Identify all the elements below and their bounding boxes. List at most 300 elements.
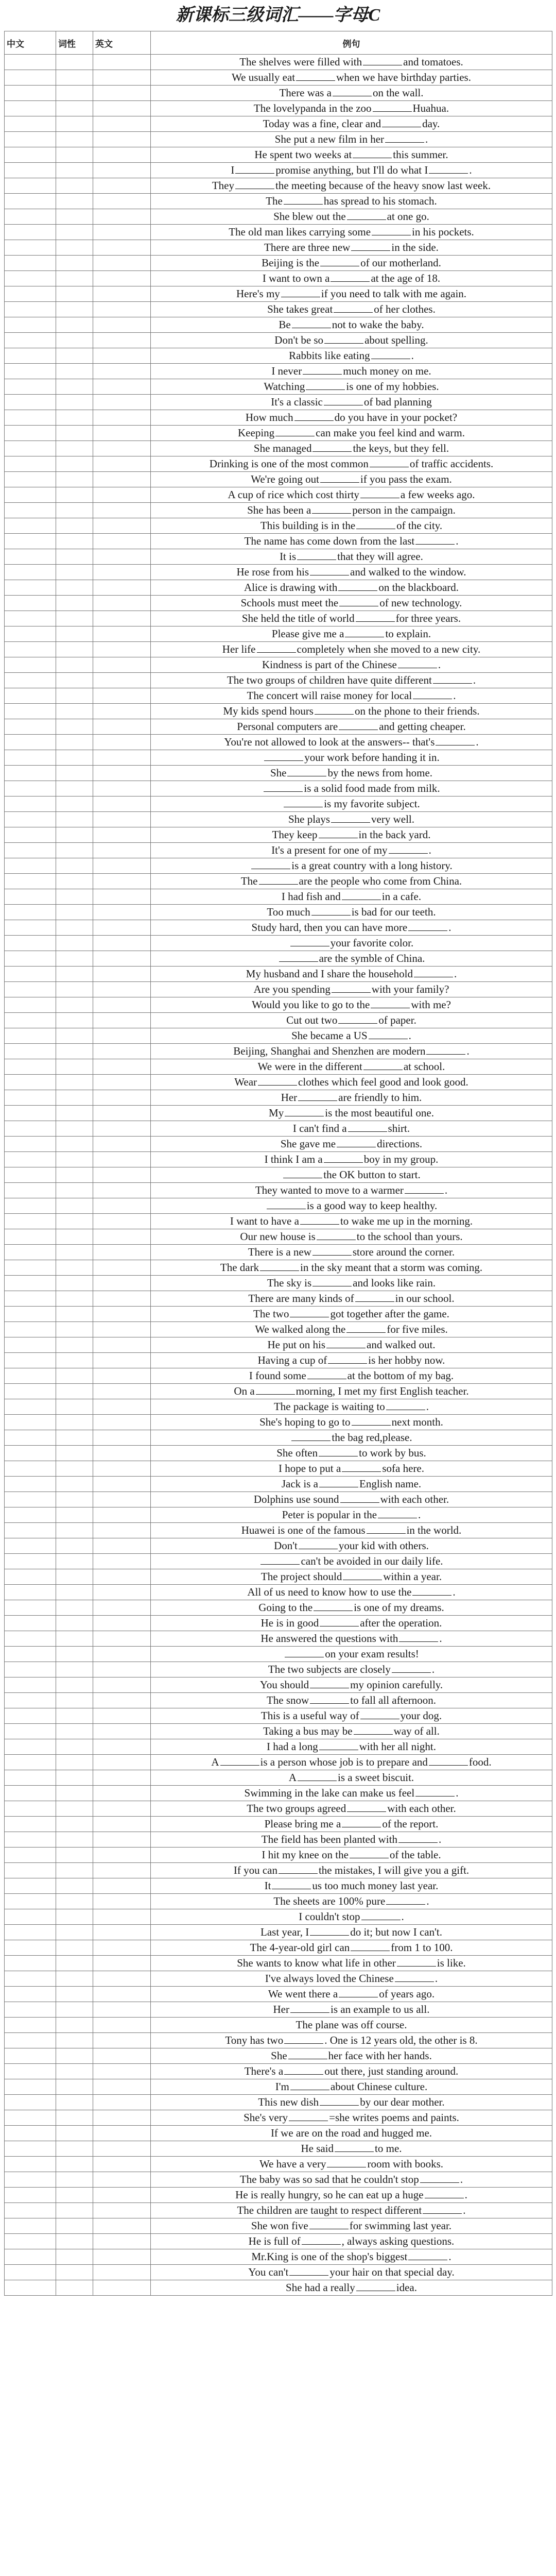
sentence-text: Too much <box>267 906 310 918</box>
sentence-text: Watching <box>264 380 305 393</box>
table-row <box>5 348 552 364</box>
sentence-text: my opinion carefully. <box>350 1679 443 1691</box>
sentence-text: It is <box>280 550 297 563</box>
english-cell <box>93 534 151 549</box>
example-sentence-cell <box>151 348 552 364</box>
sentence-text: This new dish <box>258 2096 319 2108</box>
chinese-cell <box>5 163 56 178</box>
sentence-text: She <box>271 2049 287 2062</box>
answer-blank <box>320 1617 359 1626</box>
sentence-text: I've always loved the Chinese <box>265 1972 394 1985</box>
pos-cell <box>56 1337 93 1353</box>
sentence-text: We were in the different <box>257 1060 362 1073</box>
sentence-text: She won five <box>251 2219 308 2232</box>
example-sentence-cell <box>151 472 552 487</box>
english-cell <box>93 1708 151 1724</box>
example-sentence-cell <box>151 410 552 426</box>
chinese-cell <box>5 209 56 225</box>
answer-blank <box>306 381 345 390</box>
pos-cell <box>56 1600 93 1616</box>
sentence-text: English name. <box>359 1478 422 1490</box>
table-row <box>5 1059 552 1075</box>
table-row <box>5 364 552 379</box>
table-row <box>5 1801 552 1817</box>
sentence-text: . <box>444 1184 448 1196</box>
answer-blank <box>360 489 399 498</box>
pos-cell <box>56 364 93 379</box>
pos-cell <box>56 1291 93 1307</box>
table-row <box>5 905 552 920</box>
sentence-text: She's very <box>244 2111 288 2124</box>
sentence-text: your favorite color. <box>330 937 414 949</box>
example-sentence-cell <box>151 766 552 781</box>
table-row <box>5 86 552 101</box>
sentence-text: for three years. <box>395 612 461 624</box>
chinese-cell <box>5 1477 56 1492</box>
english-cell <box>93 1353 151 1368</box>
example-sentence-cell <box>151 1337 552 1353</box>
chinese-cell <box>5 1276 56 1291</box>
pos-cell <box>56 889 93 905</box>
sentence-text: Be <box>279 318 291 331</box>
table-row <box>5 1106 552 1121</box>
pos-cell <box>56 163 93 178</box>
english-cell <box>93 2110 151 2126</box>
chinese-cell <box>5 1940 56 1956</box>
example-sentence-cell <box>151 1987 552 2002</box>
table-row <box>5 1152 552 1167</box>
table-row <box>5 1724 552 1739</box>
answer-blank <box>338 1014 377 1024</box>
example-sentence-cell <box>151 194 552 209</box>
chinese-cell <box>5 2157 56 2172</box>
pos-cell <box>56 766 93 781</box>
pos-cell <box>56 1662 93 1677</box>
chinese-cell <box>5 116 56 132</box>
english-cell <box>93 116 151 132</box>
table-row <box>5 642 552 657</box>
answer-blank <box>314 1602 353 1611</box>
sentence-text: This building is in the <box>260 519 356 532</box>
table-row <box>5 1013 552 1028</box>
table-row <box>5 1817 552 1832</box>
pos-cell <box>56 1585 93 1600</box>
sentence-text: . <box>428 844 431 856</box>
chinese-cell <box>5 1801 56 1817</box>
sentence-text: do it; but now I can't. <box>350 1926 442 1938</box>
english-cell <box>93 936 151 951</box>
pos-cell <box>56 1507 93 1523</box>
example-sentence-cell <box>151 2280 552 2296</box>
chinese-cell <box>5 843 56 858</box>
english-cell <box>93 1786 151 1801</box>
answer-blank <box>332 984 371 993</box>
english-cell <box>93 1987 151 2002</box>
sentence-text: I never <box>271 365 302 377</box>
table-row <box>5 2033 552 2048</box>
answer-blank <box>235 164 274 174</box>
pos-cell <box>56 2218 93 2234</box>
sentence-text: in a cafe. <box>381 890 422 903</box>
english-cell <box>93 750 151 766</box>
english-cell <box>93 1925 151 1940</box>
sentence-text: is an example to us all. <box>331 2003 430 2015</box>
sentence-text: and walked to the window. <box>350 566 466 578</box>
chinese-cell <box>5 657 56 673</box>
sentence-text: that they will agree. <box>337 550 423 563</box>
sentence-text: to me. <box>375 2142 402 2155</box>
sentence-text: . <box>448 2250 451 2263</box>
answer-blank <box>360 1710 399 1719</box>
table-row <box>5 456 552 472</box>
english-cell <box>93 2141 151 2157</box>
sentence-text: with your family? <box>371 983 449 995</box>
table-row <box>5 1229 552 1245</box>
chinese-cell <box>5 1198 56 1214</box>
pos-cell <box>56 302 93 317</box>
answer-blank <box>385 133 424 143</box>
answer-blank <box>327 2158 366 2167</box>
chinese-cell <box>5 704 56 719</box>
example-sentence-cell <box>151 2018 552 2033</box>
chinese-cell <box>5 1956 56 1971</box>
table-row <box>5 1987 552 2002</box>
sentence-text: There are three new <box>264 241 351 253</box>
english-cell <box>93 1276 151 1291</box>
answer-blank <box>337 1138 376 1147</box>
table-row <box>5 1276 552 1291</box>
answer-blank <box>307 1370 346 1379</box>
answer-blank <box>429 1756 468 1766</box>
pos-cell <box>56 1152 93 1167</box>
sentence-text: . <box>473 674 476 686</box>
english-cell <box>93 240 151 256</box>
answer-blank <box>258 1076 297 1086</box>
sentence-text: to fall all afternoon. <box>350 1694 437 1706</box>
pos-cell <box>56 1090 93 1106</box>
sentence-text: in our school. <box>395 1292 455 1304</box>
pos-cell <box>56 2141 93 2157</box>
example-sentence-cell <box>151 101 552 116</box>
sentence-text: are the symble of China. <box>319 952 425 964</box>
sentence-text: room with books. <box>367 2158 444 2170</box>
table-row <box>5 1894 552 1909</box>
sentence-text: She's hoping to go to <box>259 1416 351 1428</box>
table-row <box>5 1492 552 1507</box>
chinese-cell <box>5 2141 56 2157</box>
pos-cell <box>56 101 93 116</box>
sentence-text: You can't <box>248 2266 289 2278</box>
table-row <box>5 673 552 688</box>
answer-blank <box>395 1973 434 1982</box>
table-row <box>5 1538 552 1554</box>
table-row <box>5 2203 552 2218</box>
answer-blank <box>275 427 315 436</box>
answer-blank <box>285 1107 324 1116</box>
answer-blank <box>392 1664 431 1673</box>
table-row <box>5 1368 552 1384</box>
table-row <box>5 178 552 194</box>
answer-blank <box>363 56 402 65</box>
english-cell <box>93 1863 151 1878</box>
chinese-cell <box>5 410 56 426</box>
chinese-cell <box>5 503 56 518</box>
example-sentence-cell <box>151 1059 552 1075</box>
chinese-cell <box>5 225 56 240</box>
english-cell <box>93 1291 151 1307</box>
sentence-text: She takes great <box>267 303 333 315</box>
sentence-text: I want to have a <box>230 1215 299 1227</box>
table-row <box>5 1755 552 1770</box>
pos-cell <box>56 1786 93 1801</box>
example-sentence-cell <box>151 1739 552 1755</box>
sentence-text: I found some <box>249 1369 306 1382</box>
answer-blank <box>412 1586 451 1596</box>
english-cell <box>93 1801 151 1817</box>
english-cell <box>93 379 151 395</box>
answer-blank <box>372 226 411 235</box>
chinese-cell <box>5 1430 56 1446</box>
answer-blank <box>346 1324 386 1333</box>
english-cell <box>93 2218 151 2234</box>
sentence-text: your hair on that special day. <box>329 2266 455 2278</box>
example-sentence-cell <box>151 1631 552 1647</box>
sentence-text: I <box>231 164 235 176</box>
english-cell <box>93 1631 151 1647</box>
chinese-cell <box>5 2033 56 2048</box>
answer-blank <box>408 2251 447 2260</box>
table-row <box>5 1925 552 1940</box>
sentence-text: got together after the game. <box>330 1308 449 1320</box>
english-cell <box>93 209 151 225</box>
pos-cell <box>56 1430 93 1446</box>
table-row <box>5 55 552 70</box>
example-sentence-cell <box>151 534 552 549</box>
english-cell <box>93 1152 151 1167</box>
chinese-cell <box>5 256 56 271</box>
answer-blank <box>356 2282 395 2291</box>
pos-cell <box>56 1477 93 1492</box>
sentence-text: can't be avoided in our daily life. <box>301 1555 443 1567</box>
answer-blank <box>420 2174 459 2183</box>
english-cell <box>93 518 151 534</box>
example-sentence-cell <box>151 2218 552 2234</box>
answer-blank <box>370 458 409 467</box>
english-cell <box>93 1492 151 1507</box>
english-cell <box>93 333 151 348</box>
sentence-text: shirt. <box>388 1122 410 1134</box>
sentence-text: for five miles. <box>387 1323 448 1335</box>
vocabulary-table <box>4 31 552 2296</box>
english-cell <box>93 1647 151 1662</box>
chinese-cell <box>5 1538 56 1554</box>
sentence-text: next month. <box>391 1416 443 1428</box>
sentence-text: is the most beautiful one. <box>325 1107 434 1119</box>
example-sentence-cell <box>151 1616 552 1631</box>
sentence-text: The two groups of children have quite different <box>227 674 432 686</box>
pos-cell <box>56 2203 93 2218</box>
example-sentence-cell <box>151 333 552 348</box>
answer-blank <box>267 1200 306 1209</box>
english-cell <box>93 580 151 596</box>
english-cell <box>93 1971 151 1987</box>
example-sentence-cell <box>151 750 552 766</box>
pos-cell <box>56 518 93 534</box>
pos-cell <box>56 1214 93 1229</box>
example-sentence-cell <box>151 55 552 70</box>
pos-cell <box>56 194 93 209</box>
pos-cell <box>56 920 93 936</box>
chinese-cell <box>5 1569 56 1585</box>
sentence-text: She managed <box>253 442 312 454</box>
table-row <box>5 1940 552 1956</box>
table-row <box>5 1446 552 1461</box>
chinese-cell <box>5 626 56 642</box>
sentence-text: There was a <box>279 87 332 99</box>
example-sentence-cell <box>151 1415 552 1430</box>
english-cell <box>93 1724 151 1739</box>
pos-cell <box>56 1415 93 1430</box>
chinese-cell <box>5 2079 56 2095</box>
answer-blank <box>290 2081 329 2090</box>
chinese-cell <box>5 1260 56 1276</box>
sentence-text: He is full of <box>248 2235 301 2247</box>
sentence-text: the bag red,please. <box>332 1431 412 1444</box>
answer-blank <box>279 953 318 962</box>
sentence-text: The two subjects are closely <box>268 1663 391 1675</box>
sentence-text: Jack is a <box>281 1478 318 1490</box>
pos-cell <box>56 1167 93 1183</box>
table-row <box>5 1461 552 1477</box>
sentence-text: Are you spending <box>253 983 331 995</box>
sentence-text: Cut out two <box>286 1014 338 1026</box>
example-sentence-cell <box>151 858 552 874</box>
english-cell <box>93 719 151 735</box>
sentence-text: Tony has two <box>225 2034 284 2046</box>
pos-cell <box>56 2249 93 2265</box>
answer-blank <box>264 783 303 792</box>
table-row <box>5 116 552 132</box>
english-cell <box>93 611 151 626</box>
chinese-cell <box>5 781 56 796</box>
chinese-cell <box>5 1755 56 1770</box>
chinese-cell <box>5 178 56 194</box>
chinese-cell <box>5 395 56 410</box>
chinese-cell <box>5 1616 56 1631</box>
chinese-cell <box>5 766 56 781</box>
sentence-text: A <box>288 1771 297 1784</box>
pos-cell <box>56 1987 93 2002</box>
example-sentence-cell <box>151 70 552 86</box>
answer-blank <box>312 1277 352 1286</box>
pos-cell <box>56 534 93 549</box>
chinese-cell <box>5 1152 56 1167</box>
chinese-cell <box>5 379 56 395</box>
chinese-cell <box>5 194 56 209</box>
sentence-text: He answered the questions with <box>260 1632 398 1645</box>
chinese-cell <box>5 2110 56 2126</box>
example-sentence-cell <box>151 611 552 626</box>
pos-cell <box>56 1739 93 1755</box>
sentence-text: if you pass the exam. <box>360 473 452 485</box>
pos-cell <box>56 1368 93 1384</box>
answer-blank <box>324 396 363 405</box>
table-row <box>5 1214 552 1229</box>
answer-blank <box>251 860 290 869</box>
sentence-text: day. <box>422 117 440 130</box>
table-row <box>5 1554 552 1569</box>
example-sentence-cell <box>151 1878 552 1894</box>
sentence-text: within a year. <box>383 1570 442 1583</box>
sentence-text: with each other. <box>380 1493 449 1505</box>
pos-cell <box>56 704 93 719</box>
answer-blank <box>339 1988 378 1997</box>
example-sentence-cell <box>151 719 552 735</box>
sentence-text: She <box>270 767 287 779</box>
pos-cell <box>56 178 93 194</box>
answer-blank <box>289 2266 328 2276</box>
answer-blank <box>429 164 468 174</box>
sentence-text: Don't <box>274 1539 298 1552</box>
sentence-text: You're not allowed to look at the answers-- that's <box>224 736 435 748</box>
chinese-cell <box>5 1090 56 1106</box>
english-cell <box>93 1183 151 1198</box>
answer-blank <box>408 922 447 931</box>
english-cell <box>93 1878 151 1894</box>
sentence-text: is a person whose job is to prepare and <box>260 1756 428 1768</box>
chinese-cell <box>5 1106 56 1121</box>
table-row <box>5 395 552 410</box>
sentence-text: are friendly to him. <box>338 1091 422 1104</box>
pos-cell <box>56 55 93 70</box>
sentence-text: is a good way to keep healthy. <box>306 1199 438 1212</box>
example-sentence-cell <box>151 317 552 333</box>
sentence-text: of her clothes. <box>374 303 436 315</box>
english-cell <box>93 1739 151 1755</box>
sentence-text: The <box>240 875 258 887</box>
sentence-text: Going to the <box>258 1601 313 1614</box>
table-row <box>5 302 552 317</box>
english-cell <box>93 1446 151 1461</box>
table-row <box>5 1616 552 1631</box>
chinese-cell <box>5 1307 56 1322</box>
pos-cell <box>56 410 93 426</box>
sentence-text: Please give me a <box>271 628 344 640</box>
sentence-text: The snow <box>266 1694 309 1706</box>
english-cell <box>93 2188 151 2203</box>
chinese-cell <box>5 1708 56 1724</box>
english-cell <box>93 348 151 364</box>
pos-cell <box>56 132 93 147</box>
chinese-cell <box>5 1167 56 1183</box>
example-sentence-cell <box>151 132 552 147</box>
english-cell <box>93 1817 151 1832</box>
sentence-text: on your exam results! <box>325 1648 419 1660</box>
english-cell <box>93 132 151 147</box>
english-cell <box>93 286 151 302</box>
table-row <box>5 1167 552 1183</box>
english-cell <box>93 735 151 750</box>
pos-cell <box>56 1307 93 1322</box>
sentence-text: My <box>269 1107 284 1119</box>
pos-cell <box>56 2018 93 2033</box>
english-cell <box>93 487 151 503</box>
answer-blank <box>272 1880 311 1889</box>
sentence-text: is one of my dreams. <box>354 1601 444 1614</box>
chinese-cell <box>5 936 56 951</box>
pos-cell <box>56 1059 93 1075</box>
pos-cell <box>56 2033 93 2048</box>
